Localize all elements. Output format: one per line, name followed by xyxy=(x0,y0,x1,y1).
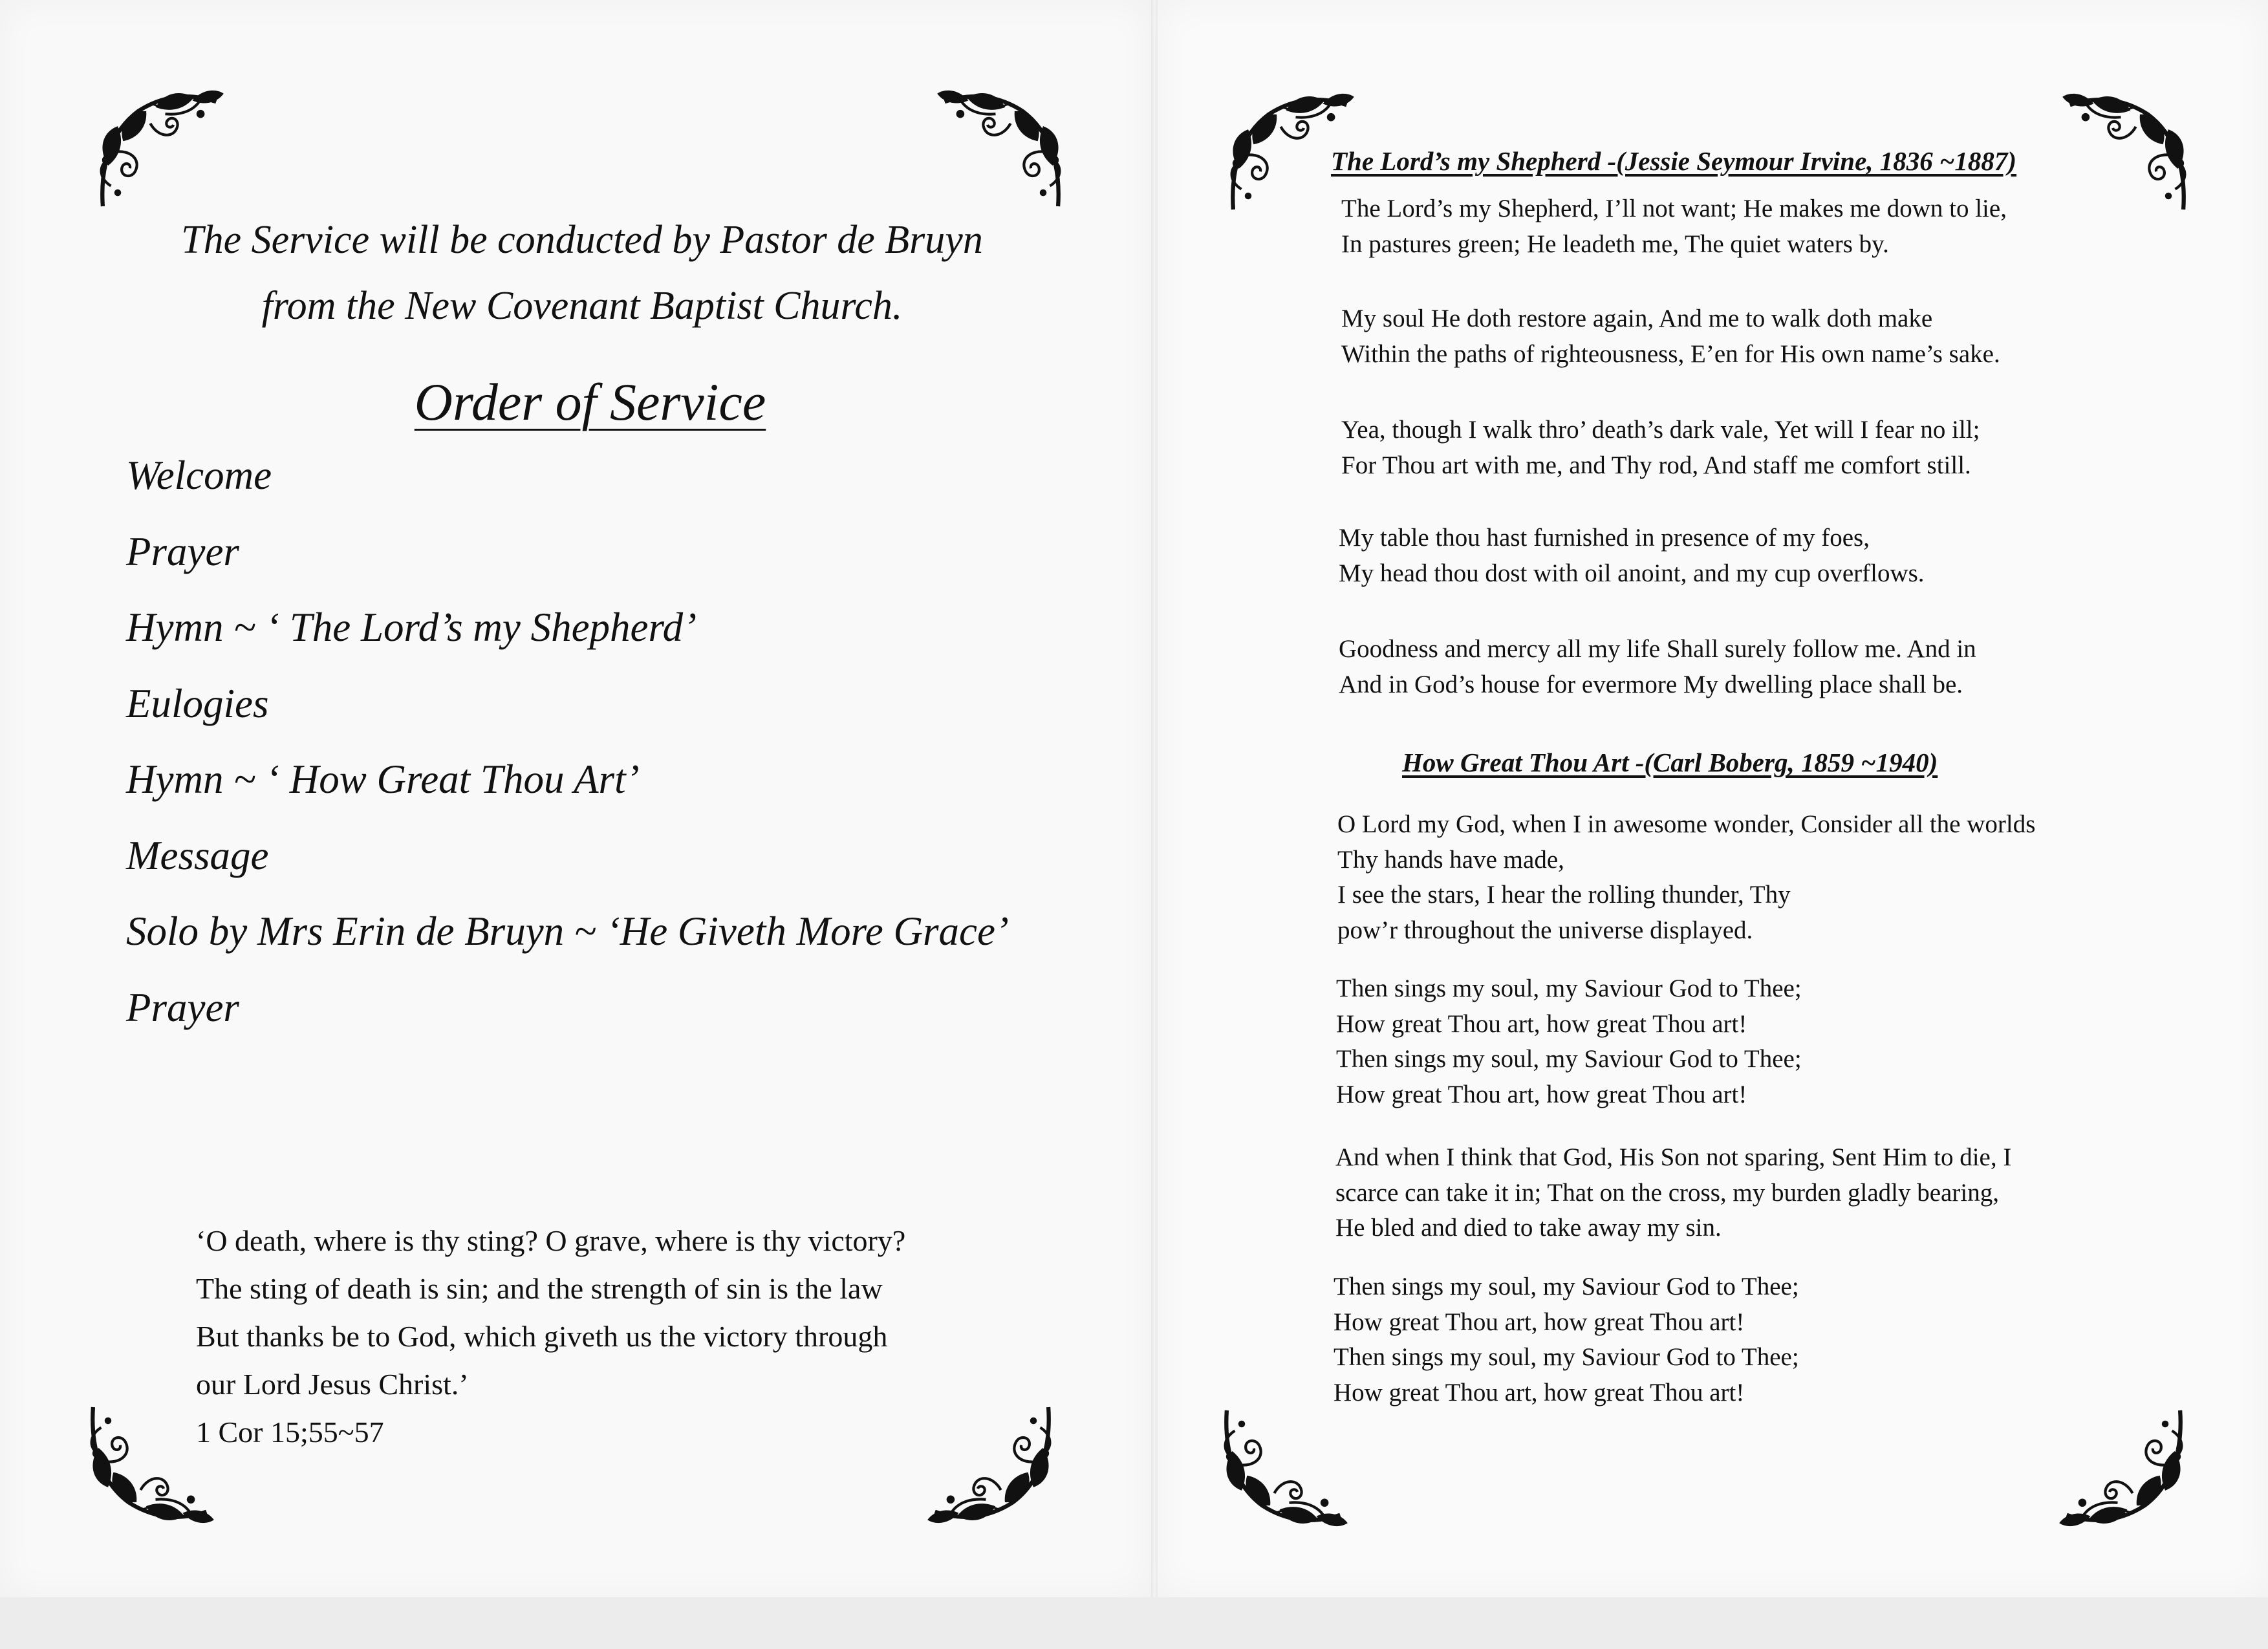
verse-line: ‘O death, where is thy sting? O grave, where is thy victory? xyxy=(196,1224,906,1257)
scan-margin xyxy=(0,1597,2268,1649)
conducted-line: from the New Covenant Baptist Church. xyxy=(261,284,903,328)
lyric-line: And in God’s house for evermore My dwelling place shall be. xyxy=(1339,670,1963,698)
lyric-line: How great Thou art, how great Thou art! xyxy=(1336,1080,1747,1108)
order-item: Eulogies xyxy=(126,680,269,726)
verse-line: The sting of death is sin; and the strength of sin is the law xyxy=(196,1272,883,1305)
lyric-line: Then sings my soul, my Saviour God to Thee; xyxy=(1336,1045,1802,1073)
floral-corner-icon xyxy=(925,1394,1061,1529)
lyric-line: Then sings my soul, my Saviour God to Thee; xyxy=(1334,1273,1799,1300)
hymn-stanza xyxy=(1341,413,1980,483)
hymn-title: How Great Thou Art -(Carl Boberg, 1859 ~1940) xyxy=(1402,748,1938,777)
order-item: Hymn ~ ‘ The Lord’s my Shepherd’ xyxy=(126,605,697,650)
scripture-verse xyxy=(196,1217,905,1456)
verse-line: our Lord Jesus Christ.’ xyxy=(196,1368,469,1401)
lyric-line: Thy hands have made, xyxy=(1337,845,1564,874)
verse-line: But thanks be to God, which giveth us the victory through xyxy=(196,1320,888,1353)
lyric-line: Goodness and mercy all my life Shall surely follow me. And in xyxy=(1339,635,1976,663)
hymn-stanza xyxy=(1339,521,1925,591)
lyric-line: My table thou hast furnished in presence of my foes, xyxy=(1339,524,1870,552)
lyric-line: How great Thou art, how great Thou art! xyxy=(1334,1378,1745,1406)
order-item: Welcome xyxy=(126,453,272,498)
lyric-line: I see the stars, I hear the rolling thunder, Thy xyxy=(1337,881,1791,909)
order-of-service-title: Order of Service xyxy=(414,372,766,431)
lyric-line: He bled and died to take away my sin. xyxy=(1335,1214,1722,1242)
floral-corner-icon xyxy=(91,84,226,220)
left-page xyxy=(0,0,1151,1597)
lyric-line: Within the paths of righteousness, E’en for His own name’s sake. xyxy=(1341,339,2000,368)
floral-corner-icon xyxy=(934,84,1070,220)
order-of-service-list xyxy=(126,446,1009,1054)
conducted-line: The Service will be conducted by Pastor de Bruyn xyxy=(181,218,983,262)
order-item: Prayer xyxy=(126,528,239,574)
verse-reference: 1 Cor 15;55~57 xyxy=(196,1416,384,1449)
lyric-line: pow’r throughout the universe displayed. xyxy=(1337,916,1753,944)
lyric-line: How great Thou art, how great Thou art! xyxy=(1334,1308,1745,1336)
lyric-line: And when I think that God, His Son not sparing, Sent Him to die, I xyxy=(1335,1143,2012,1171)
lyric-line: How great Thou art, how great Thou art! xyxy=(1336,1009,1747,1038)
hymn-stanza xyxy=(1339,632,1976,702)
floral-corner-icon xyxy=(1215,1397,1350,1533)
lyric-line: My soul He doth restore again, And me to walk doth make xyxy=(1341,305,1933,332)
lyric-line: Yea, though I walk thro’ death’s dark vale, Yet will I fear no ill; xyxy=(1341,416,1980,444)
hymn-stanza xyxy=(1336,971,1802,1112)
lyric-line: For Thou art with me, and Thy rod, And staff me comfort still. xyxy=(1341,451,1971,479)
order-item: Prayer xyxy=(126,984,239,1030)
lyric-line: The Lord’s my Shepherd, I’ll not want; He makes me down to lie, xyxy=(1341,195,2007,222)
page-fold xyxy=(1151,0,1158,1597)
lyric-line: O Lord my God, when I in awesome wonder, Consider all the worlds xyxy=(1337,810,2036,838)
lyric-line: In pastures green; He leadeth me, The quiet waters by. xyxy=(1341,230,1889,258)
lyric-line: scarce can take it in; That on the cross, my burden gladly bearing, xyxy=(1335,1178,1999,1207)
hymn-stanza xyxy=(1335,1140,2011,1246)
order-item: Message xyxy=(126,832,269,878)
lyric-line: Then sings my soul, my Saviour God to Thee; xyxy=(1336,975,1802,1002)
hymn-stanza xyxy=(1341,301,2000,372)
lyric-line: My head thou dost with oil anoint, and my cup overflows. xyxy=(1339,559,1925,587)
right-page xyxy=(1158,0,2268,1597)
floral-corner-icon xyxy=(2057,1397,2192,1533)
hymn-title: The Lord’s my Shepherd -(Jessie Seymour Irvine, 1836 ~1887) xyxy=(1331,146,2017,176)
hymn-stanza xyxy=(1334,1269,1799,1410)
hymn-stanza xyxy=(1337,807,2035,948)
order-item: Hymn ~ ‘ How Great Thou Art’ xyxy=(126,757,640,802)
order-item: Solo by Mrs Erin de Bruyn ~ ‘He Giveth More Grace’ xyxy=(126,909,1009,954)
floral-corner-icon xyxy=(2060,87,2196,223)
hymn-stanza xyxy=(1341,191,2007,262)
lyric-line: Then sings my soul, my Saviour God to Thee; xyxy=(1334,1343,1799,1371)
service-conducted-by xyxy=(97,207,1067,339)
